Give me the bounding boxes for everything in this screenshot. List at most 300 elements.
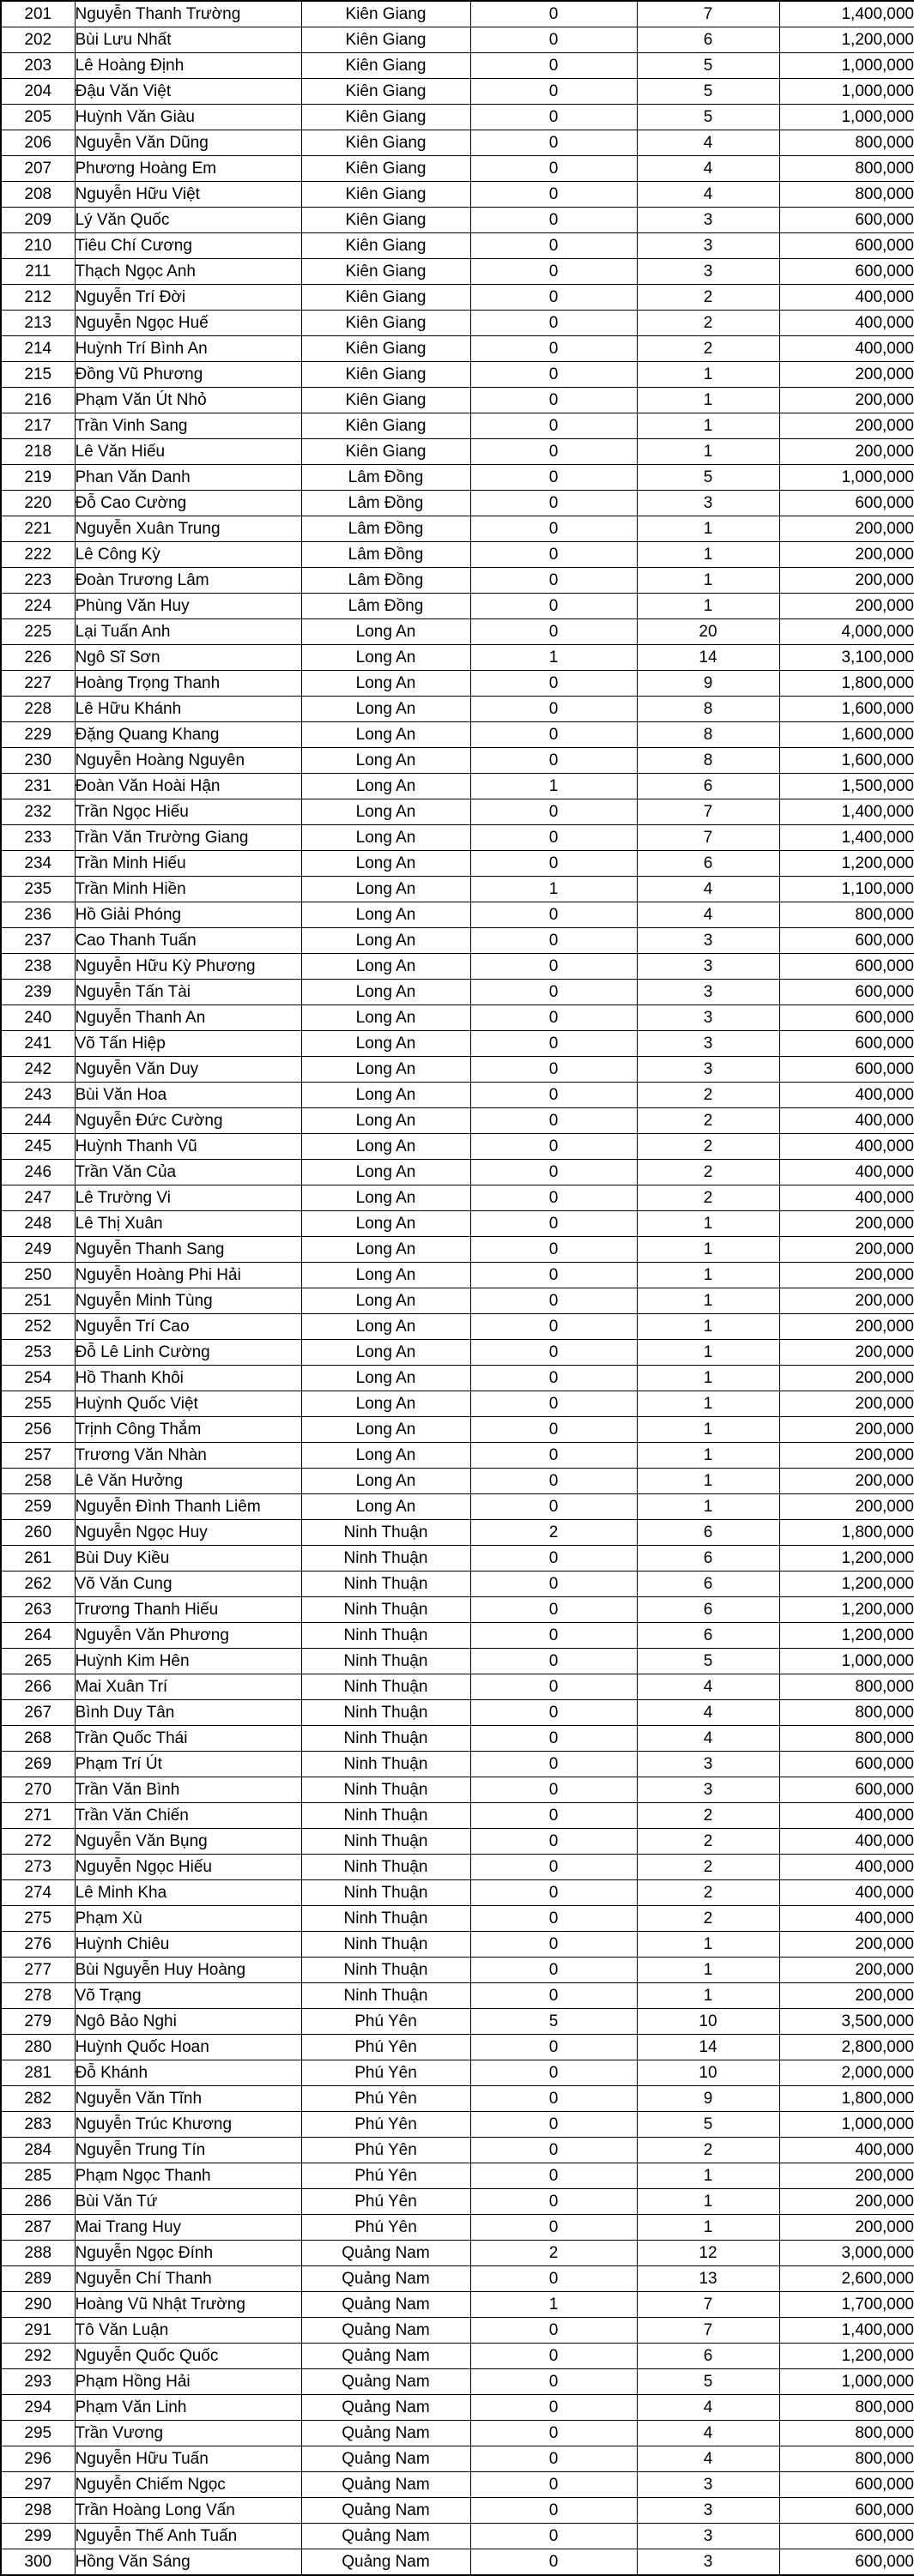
cell-amount[interactable]: 1,000,000 — [779, 2369, 914, 2395]
cell-row-number[interactable]: 269 — [1, 1752, 75, 1777]
cell-province[interactable]: Lâm Đồng — [301, 516, 470, 542]
cell-value-2[interactable]: 1 — [637, 388, 779, 413]
cell-province[interactable]: Ninh Thuận — [301, 1520, 470, 1546]
cell-amount[interactable]: 3,500,000 — [779, 2009, 914, 2035]
cell-amount[interactable]: 1,200,000 — [779, 851, 914, 877]
cell-value-2[interactable]: 1 — [637, 362, 779, 388]
cell-row-number[interactable]: 258 — [1, 1469, 75, 1494]
cell-row-number[interactable]: 221 — [1, 516, 75, 542]
cell-name[interactable]: Nguyễn Văn Dũng — [75, 130, 301, 156]
cell-amount[interactable]: 600,000 — [779, 1752, 914, 1777]
cell-value-2[interactable]: 2 — [637, 1185, 779, 1211]
cell-value-2[interactable]: 3 — [637, 1057, 779, 1083]
cell-value-2[interactable]: 4 — [637, 2395, 779, 2421]
cell-name[interactable]: Trần Văn Bình — [75, 1777, 301, 1803]
cell-value-1[interactable]: 0 — [470, 1134, 637, 1160]
cell-value-1[interactable]: 0 — [470, 748, 637, 774]
cell-row-number[interactable]: 260 — [1, 1520, 75, 1546]
cell-province[interactable]: Phú Yên — [301, 2112, 470, 2138]
cell-value-1[interactable]: 0 — [470, 285, 637, 311]
cell-amount[interactable]: 200,000 — [779, 362, 914, 388]
cell-province[interactable]: Ninh Thuận — [301, 1752, 470, 1777]
cell-amount[interactable]: 200,000 — [779, 568, 914, 594]
cell-row-number[interactable]: 282 — [1, 2086, 75, 2112]
cell-name[interactable]: Huỳnh Quốc Việt — [75, 1391, 301, 1417]
cell-row-number[interactable]: 283 — [1, 2112, 75, 2138]
cell-name[interactable]: Trần Vinh Sang — [75, 413, 301, 439]
cell-row-number[interactable]: 206 — [1, 130, 75, 156]
cell-value-2[interactable]: 1 — [637, 439, 779, 465]
cell-name[interactable]: Trần Ngọc Hiếu — [75, 799, 301, 825]
cell-province[interactable]: Long An — [301, 877, 470, 902]
cell-province[interactable]: Quảng Nam — [301, 2266, 470, 2292]
cell-row-number[interactable]: 278 — [1, 1983, 75, 2009]
cell-value-2[interactable]: 1 — [637, 1288, 779, 1314]
cell-name[interactable]: Nguyễn Văn Duy — [75, 1057, 301, 1083]
cell-province[interactable]: Long An — [301, 851, 470, 877]
cell-row-number[interactable]: 292 — [1, 2344, 75, 2369]
cell-row-number[interactable]: 201 — [1, 1, 75, 27]
cell-name[interactable]: Nguyễn Trí Cao — [75, 1314, 301, 1340]
cell-value-1[interactable]: 0 — [470, 1108, 637, 1134]
cell-value-2[interactable]: 4 — [637, 2446, 779, 2472]
cell-amount[interactable]: 400,000 — [779, 1185, 914, 1211]
cell-province[interactable]: Kiên Giang — [301, 27, 470, 53]
cell-amount[interactable]: 400,000 — [779, 2138, 914, 2163]
cell-name[interactable]: Nguyễn Chí Thanh — [75, 2266, 301, 2292]
cell-name[interactable]: Nguyễn Chiếm Ngọc — [75, 2472, 301, 2498]
cell-value-2[interactable]: 2 — [637, 2138, 779, 2163]
cell-amount[interactable]: 400,000 — [779, 1160, 914, 1185]
cell-province[interactable]: Long An — [301, 1391, 470, 1417]
cell-name[interactable]: Trương Thanh Hiếu — [75, 1597, 301, 1623]
cell-province[interactable]: Kiên Giang — [301, 105, 470, 130]
cell-province[interactable]: Ninh Thuận — [301, 1597, 470, 1623]
cell-value-1[interactable]: 0 — [470, 1649, 637, 1674]
cell-name[interactable]: Lê Công Kỳ — [75, 542, 301, 568]
cell-value-1[interactable]: 0 — [470, 2524, 637, 2549]
cell-amount[interactable]: 1,000,000 — [779, 2112, 914, 2138]
cell-name[interactable]: Phương Hoàng Em — [75, 156, 301, 182]
cell-province[interactable]: Long An — [301, 1108, 470, 1134]
cell-value-2[interactable]: 3 — [637, 2472, 779, 2498]
cell-value-1[interactable]: 0 — [470, 671, 637, 697]
cell-province[interactable]: Lâm Đồng — [301, 491, 470, 516]
cell-amount[interactable]: 600,000 — [779, 1005, 914, 1031]
cell-province[interactable]: Phú Yên — [301, 2138, 470, 2163]
cell-province[interactable]: Long An — [301, 1263, 470, 1288]
cell-name[interactable]: Trần Hoàng Long Vấn — [75, 2498, 301, 2524]
cell-value-2[interactable]: 3 — [637, 1005, 779, 1031]
cell-name[interactable]: Bùi Văn Hoa — [75, 1083, 301, 1108]
cell-value-2[interactable]: 14 — [637, 645, 779, 671]
cell-amount[interactable]: 1,000,000 — [779, 105, 914, 130]
cell-name[interactable]: Phạm Văn Linh — [75, 2395, 301, 2421]
cell-amount[interactable]: 600,000 — [779, 2549, 914, 2576]
cell-row-number[interactable]: 243 — [1, 1083, 75, 1108]
cell-province[interactable]: Ninh Thuận — [301, 1958, 470, 1983]
cell-amount[interactable]: 800,000 — [779, 902, 914, 928]
cell-province[interactable]: Long An — [301, 1005, 470, 1031]
cell-value-2[interactable]: 5 — [637, 53, 779, 79]
cell-row-number[interactable]: 229 — [1, 722, 75, 748]
cell-value-2[interactable]: 6 — [637, 2344, 779, 2369]
cell-value-2[interactable]: 1 — [637, 2215, 779, 2241]
cell-value-1[interactable]: 0 — [470, 722, 637, 748]
cell-row-number[interactable]: 248 — [1, 1211, 75, 1237]
cell-amount[interactable]: 400,000 — [779, 311, 914, 336]
cell-amount[interactable]: 800,000 — [779, 2395, 914, 2421]
cell-amount[interactable]: 1,800,000 — [779, 671, 914, 697]
cell-row-number[interactable]: 281 — [1, 2060, 75, 2086]
cell-value-1[interactable]: 0 — [470, 799, 637, 825]
cell-value-1[interactable]: 0 — [470, 2112, 637, 2138]
cell-name[interactable]: Nguyễn Văn Bụng — [75, 1829, 301, 1855]
cell-value-2[interactable]: 7 — [637, 2318, 779, 2344]
cell-value-2[interactable]: 5 — [637, 2369, 779, 2395]
cell-value-1[interactable]: 0 — [470, 1005, 637, 1031]
cell-row-number[interactable]: 209 — [1, 208, 75, 233]
cell-province[interactable]: Kiên Giang — [301, 156, 470, 182]
cell-value-2[interactable]: 5 — [637, 105, 779, 130]
cell-province[interactable]: Ninh Thuận — [301, 1829, 470, 1855]
cell-name[interactable]: Phùng Văn Huy — [75, 594, 301, 619]
cell-name[interactable]: Nguyễn Đình Thanh Liêm — [75, 1494, 301, 1520]
cell-name[interactable]: Nguyễn Ngọc Đính — [75, 2241, 301, 2266]
cell-value-2[interactable]: 2 — [637, 285, 779, 311]
cell-row-number[interactable]: 261 — [1, 1546, 75, 1572]
cell-amount[interactable]: 3,100,000 — [779, 645, 914, 671]
cell-row-number[interactable]: 266 — [1, 1674, 75, 1700]
cell-row-number[interactable]: 242 — [1, 1057, 75, 1083]
cell-value-1[interactable]: 2 — [470, 1520, 637, 1546]
cell-value-2[interactable]: 2 — [637, 1803, 779, 1829]
cell-value-2[interactable]: 9 — [637, 671, 779, 697]
cell-name[interactable]: Phan Văn Danh — [75, 465, 301, 491]
cell-amount[interactable]: 1,400,000 — [779, 799, 914, 825]
cell-value-2[interactable]: 3 — [637, 980, 779, 1005]
cell-row-number[interactable]: 254 — [1, 1366, 75, 1391]
cell-value-1[interactable]: 0 — [470, 2472, 637, 2498]
cell-province[interactable]: Kiên Giang — [301, 336, 470, 362]
cell-value-1[interactable]: 0 — [470, 1855, 637, 1880]
cell-value-2[interactable]: 2 — [637, 336, 779, 362]
cell-value-2[interactable]: 3 — [637, 1777, 779, 1803]
cell-province[interactable]: Long An — [301, 980, 470, 1005]
cell-row-number[interactable]: 263 — [1, 1597, 75, 1623]
cell-name[interactable]: Nguyễn Trí Đời — [75, 285, 301, 311]
cell-value-2[interactable]: 6 — [637, 1597, 779, 1623]
cell-name[interactable]: Hoàng Trọng Thanh — [75, 671, 301, 697]
cell-province[interactable]: Quảng Nam — [301, 2472, 470, 2498]
cell-amount[interactable]: 600,000 — [779, 1777, 914, 1803]
cell-name[interactable]: Nguyễn Thanh Sang — [75, 1237, 301, 1263]
cell-value-1[interactable]: 0 — [470, 1726, 637, 1752]
cell-province[interactable]: Long An — [301, 954, 470, 980]
cell-value-2[interactable]: 3 — [637, 1752, 779, 1777]
cell-amount[interactable]: 400,000 — [779, 285, 914, 311]
cell-province[interactable]: Kiên Giang — [301, 53, 470, 79]
cell-row-number[interactable]: 205 — [1, 105, 75, 130]
cell-amount[interactable]: 600,000 — [779, 491, 914, 516]
cell-value-2[interactable]: 1 — [637, 542, 779, 568]
cell-province[interactable]: Kiên Giang — [301, 311, 470, 336]
cell-value-1[interactable]: 0 — [470, 27, 637, 53]
cell-row-number[interactable]: 224 — [1, 594, 75, 619]
cell-value-1[interactable]: 0 — [470, 1366, 637, 1391]
cell-value-1[interactable]: 5 — [470, 2009, 637, 2035]
cell-amount[interactable]: 200,000 — [779, 388, 914, 413]
cell-row-number[interactable]: 267 — [1, 1700, 75, 1726]
cell-value-1[interactable]: 0 — [470, 928, 637, 954]
cell-value-1[interactable]: 0 — [470, 1777, 637, 1803]
cell-value-2[interactable]: 4 — [637, 902, 779, 928]
cell-province[interactable]: Kiên Giang — [301, 1, 470, 27]
cell-name[interactable]: Ngô Sĩ Sơn — [75, 645, 301, 671]
cell-row-number[interactable]: 225 — [1, 619, 75, 645]
cell-amount[interactable]: 600,000 — [779, 2472, 914, 2498]
cell-value-2[interactable]: 3 — [637, 954, 779, 980]
cell-name[interactable]: Nguyễn Thanh An — [75, 1005, 301, 1031]
cell-name[interactable]: Huỳnh Kim Hên — [75, 1649, 301, 1674]
cell-province[interactable]: Long An — [301, 1417, 470, 1443]
cell-value-2[interactable]: 3 — [637, 208, 779, 233]
cell-name[interactable]: Trương Văn Nhàn — [75, 1443, 301, 1469]
cell-value-1[interactable]: 1 — [470, 645, 637, 671]
cell-name[interactable]: Lê Văn Hiếu — [75, 439, 301, 465]
cell-value-1[interactable]: 2 — [470, 2241, 637, 2266]
cell-row-number[interactable]: 228 — [1, 697, 75, 722]
cell-province[interactable]: Quảng Nam — [301, 2318, 470, 2344]
cell-name[interactable]: Trần Văn Của — [75, 1160, 301, 1185]
cell-value-2[interactable]: 8 — [637, 697, 779, 722]
cell-name[interactable]: Tô Văn Luận — [75, 2318, 301, 2344]
cell-amount[interactable]: 1,200,000 — [779, 1572, 914, 1597]
cell-name[interactable]: Nguyễn Tấn Tài — [75, 980, 301, 1005]
cell-row-number[interactable]: 272 — [1, 1829, 75, 1855]
cell-value-2[interactable]: 2 — [637, 1108, 779, 1134]
cell-name[interactable]: Nguyễn Hoàng Phi Hải — [75, 1263, 301, 1288]
cell-value-2[interactable]: 3 — [637, 259, 779, 285]
cell-name[interactable]: Trần Văn Chiến — [75, 1803, 301, 1829]
cell-amount[interactable]: 600,000 — [779, 233, 914, 259]
cell-value-1[interactable]: 0 — [470, 1494, 637, 1520]
cell-value-2[interactable]: 7 — [637, 799, 779, 825]
cell-name[interactable]: Hồ Thanh Khôi — [75, 1366, 301, 1391]
cell-province[interactable]: Long An — [301, 1160, 470, 1185]
cell-province[interactable]: Ninh Thuận — [301, 1983, 470, 2009]
cell-name[interactable]: Nguyễn Đức Cường — [75, 1108, 301, 1134]
cell-row-number[interactable]: 285 — [1, 2163, 75, 2189]
cell-province[interactable]: Ninh Thuận — [301, 1623, 470, 1649]
cell-value-1[interactable]: 0 — [470, 619, 637, 645]
cell-value-2[interactable]: 2 — [637, 1855, 779, 1880]
cell-province[interactable]: Quảng Nam — [301, 2395, 470, 2421]
cell-value-1[interactable]: 0 — [470, 1546, 637, 1572]
cell-value-2[interactable]: 4 — [637, 182, 779, 208]
cell-province[interactable]: Quảng Nam — [301, 2241, 470, 2266]
cell-row-number[interactable]: 239 — [1, 980, 75, 1005]
cell-row-number[interactable]: 217 — [1, 413, 75, 439]
cell-amount[interactable]: 200,000 — [779, 1443, 914, 1469]
cell-value-1[interactable]: 0 — [470, 1, 637, 27]
cell-name[interactable]: Phạm Văn Út Nhỏ — [75, 388, 301, 413]
cell-amount[interactable]: 1,000,000 — [779, 79, 914, 105]
cell-value-2[interactable]: 4 — [637, 130, 779, 156]
cell-name[interactable]: Nguyễn Trúc Khương — [75, 2112, 301, 2138]
cell-value-2[interactable]: 1 — [637, 1494, 779, 1520]
cell-name[interactable]: Nguyễn Quốc Quốc — [75, 2344, 301, 2369]
cell-row-number[interactable]: 249 — [1, 1237, 75, 1263]
cell-value-2[interactable]: 1 — [637, 516, 779, 542]
cell-value-2[interactable]: 2 — [637, 1134, 779, 1160]
cell-name[interactable]: Trần Quốc Thái — [75, 1726, 301, 1752]
cell-amount[interactable]: 4,000,000 — [779, 619, 914, 645]
cell-amount[interactable]: 1,500,000 — [779, 774, 914, 799]
cell-name[interactable]: Lê Minh Kha — [75, 1880, 301, 1906]
cell-value-1[interactable]: 0 — [470, 336, 637, 362]
cell-province[interactable]: Long An — [301, 1288, 470, 1314]
cell-name[interactable]: Trần Minh Hiền — [75, 877, 301, 902]
cell-name[interactable]: Mai Trang Huy — [75, 2215, 301, 2241]
cell-amount[interactable]: 2,600,000 — [779, 2266, 914, 2292]
cell-name[interactable]: Nguyễn Văn Phương — [75, 1623, 301, 1649]
cell-value-1[interactable]: 0 — [470, 1288, 637, 1314]
cell-province[interactable]: Quảng Nam — [301, 2524, 470, 2549]
cell-row-number[interactable]: 236 — [1, 902, 75, 928]
cell-value-1[interactable]: 0 — [470, 980, 637, 1005]
cell-amount[interactable]: 1,200,000 — [779, 2344, 914, 2369]
cell-amount[interactable]: 200,000 — [779, 1417, 914, 1443]
cell-value-1[interactable]: 0 — [470, 1391, 637, 1417]
cell-amount[interactable]: 200,000 — [779, 1494, 914, 1520]
cell-row-number[interactable]: 241 — [1, 1031, 75, 1057]
cell-value-1[interactable]: 0 — [470, 1185, 637, 1211]
cell-value-1[interactable]: 0 — [470, 1160, 637, 1185]
cell-value-2[interactable]: 7 — [637, 2292, 779, 2318]
cell-name[interactable]: Ngô Bảo Nghi — [75, 2009, 301, 2035]
cell-amount[interactable]: 600,000 — [779, 259, 914, 285]
cell-amount[interactable]: 3,000,000 — [779, 2241, 914, 2266]
cell-value-2[interactable]: 1 — [637, 1443, 779, 1469]
cell-amount[interactable]: 600,000 — [779, 2524, 914, 2549]
cell-province[interactable]: Phú Yên — [301, 2009, 470, 2035]
cell-row-number[interactable]: 216 — [1, 388, 75, 413]
cell-row-number[interactable]: 234 — [1, 851, 75, 877]
cell-value-1[interactable]: 0 — [470, 1906, 637, 1932]
cell-value-2[interactable]: 6 — [637, 774, 779, 799]
cell-value-1[interactable]: 0 — [470, 954, 637, 980]
cell-name[interactable]: Trần Vương — [75, 2421, 301, 2446]
cell-value-1[interactable]: 0 — [470, 1597, 637, 1623]
cell-value-1[interactable]: 0 — [470, 2086, 637, 2112]
cell-name[interactable]: Hồng Văn Sáng — [75, 2549, 301, 2576]
cell-row-number[interactable]: 268 — [1, 1726, 75, 1752]
cell-amount[interactable]: 200,000 — [779, 1288, 914, 1314]
cell-value-2[interactable]: 5 — [637, 79, 779, 105]
cell-row-number[interactable]: 247 — [1, 1185, 75, 1211]
cell-amount[interactable]: 400,000 — [779, 1083, 914, 1108]
cell-row-number[interactable]: 295 — [1, 2421, 75, 2446]
cell-row-number[interactable]: 219 — [1, 465, 75, 491]
cell-province[interactable]: Phú Yên — [301, 2035, 470, 2060]
cell-row-number[interactable]: 300 — [1, 2549, 75, 2576]
cell-row-number[interactable]: 220 — [1, 491, 75, 516]
cell-amount[interactable]: 200,000 — [779, 1314, 914, 1340]
cell-amount[interactable]: 400,000 — [779, 1803, 914, 1829]
cell-province[interactable]: Long An — [301, 671, 470, 697]
cell-row-number[interactable]: 277 — [1, 1958, 75, 1983]
cell-name[interactable]: Lê Trường Vi — [75, 1185, 301, 1211]
cell-amount[interactable]: 200,000 — [779, 1391, 914, 1417]
cell-amount[interactable]: 1,000,000 — [779, 465, 914, 491]
cell-name[interactable]: Nguyễn Thanh Trường — [75, 1, 301, 27]
cell-name[interactable]: Lê Thị Xuân — [75, 1211, 301, 1237]
cell-row-number[interactable]: 240 — [1, 1005, 75, 1031]
cell-value-2[interactable]: 1 — [637, 1958, 779, 1983]
cell-row-number[interactable]: 275 — [1, 1906, 75, 1932]
cell-value-1[interactable]: 0 — [470, 182, 637, 208]
cell-province[interactable]: Quảng Nam — [301, 2369, 470, 2395]
cell-row-number[interactable]: 218 — [1, 439, 75, 465]
cell-value-1[interactable]: 0 — [470, 311, 637, 336]
cell-value-2[interactable]: 10 — [637, 2009, 779, 2035]
cell-name[interactable]: Lê Hữu Khánh — [75, 697, 301, 722]
cell-amount[interactable]: 200,000 — [779, 1366, 914, 1391]
cell-row-number[interactable]: 245 — [1, 1134, 75, 1160]
cell-amount[interactable]: 200,000 — [779, 2189, 914, 2215]
cell-row-number[interactable]: 290 — [1, 2292, 75, 2318]
cell-row-number[interactable]: 212 — [1, 285, 75, 311]
cell-row-number[interactable]: 293 — [1, 2369, 75, 2395]
cell-province[interactable]: Quảng Nam — [301, 2344, 470, 2369]
cell-value-1[interactable]: 0 — [470, 233, 637, 259]
cell-province[interactable]: Long An — [301, 1237, 470, 1263]
cell-province[interactable]: Ninh Thuận — [301, 1932, 470, 1958]
cell-row-number[interactable]: 270 — [1, 1777, 75, 1803]
cell-row-number[interactable]: 246 — [1, 1160, 75, 1185]
cell-row-number[interactable]: 291 — [1, 2318, 75, 2344]
cell-name[interactable]: Phạm Ngọc Thanh — [75, 2163, 301, 2189]
cell-value-1[interactable]: 0 — [470, 2215, 637, 2241]
cell-value-2[interactable]: 6 — [637, 27, 779, 53]
cell-value-2[interactable]: 1 — [637, 1932, 779, 1958]
cell-amount[interactable]: 200,000 — [779, 413, 914, 439]
cell-amount[interactable]: 600,000 — [779, 928, 914, 954]
cell-amount[interactable]: 1,000,000 — [779, 1649, 914, 1674]
cell-province[interactable]: Long An — [301, 1443, 470, 1469]
cell-value-1[interactable]: 0 — [470, 1340, 637, 1366]
cell-value-1[interactable]: 0 — [470, 130, 637, 156]
cell-value-1[interactable]: 0 — [470, 2266, 637, 2292]
cell-row-number[interactable]: 213 — [1, 311, 75, 336]
cell-amount[interactable]: 400,000 — [779, 1829, 914, 1855]
cell-value-2[interactable]: 1 — [637, 1391, 779, 1417]
cell-amount[interactable]: 800,000 — [779, 1674, 914, 1700]
cell-value-1[interactable]: 0 — [470, 1572, 637, 1597]
cell-row-number[interactable]: 298 — [1, 2498, 75, 2524]
cell-name[interactable]: Hồ Giải Phóng — [75, 902, 301, 928]
cell-value-2[interactable]: 2 — [637, 1083, 779, 1108]
cell-name[interactable]: Huỳnh Quốc Hoan — [75, 2035, 301, 2060]
cell-row-number[interactable]: 257 — [1, 1443, 75, 1469]
cell-amount[interactable]: 1,400,000 — [779, 2318, 914, 2344]
cell-amount[interactable]: 600,000 — [779, 1031, 914, 1057]
cell-amount[interactable]: 1,800,000 — [779, 1520, 914, 1546]
cell-value-1[interactable]: 0 — [470, 1083, 637, 1108]
cell-value-1[interactable]: 0 — [470, 362, 637, 388]
cell-row-number[interactable]: 222 — [1, 542, 75, 568]
